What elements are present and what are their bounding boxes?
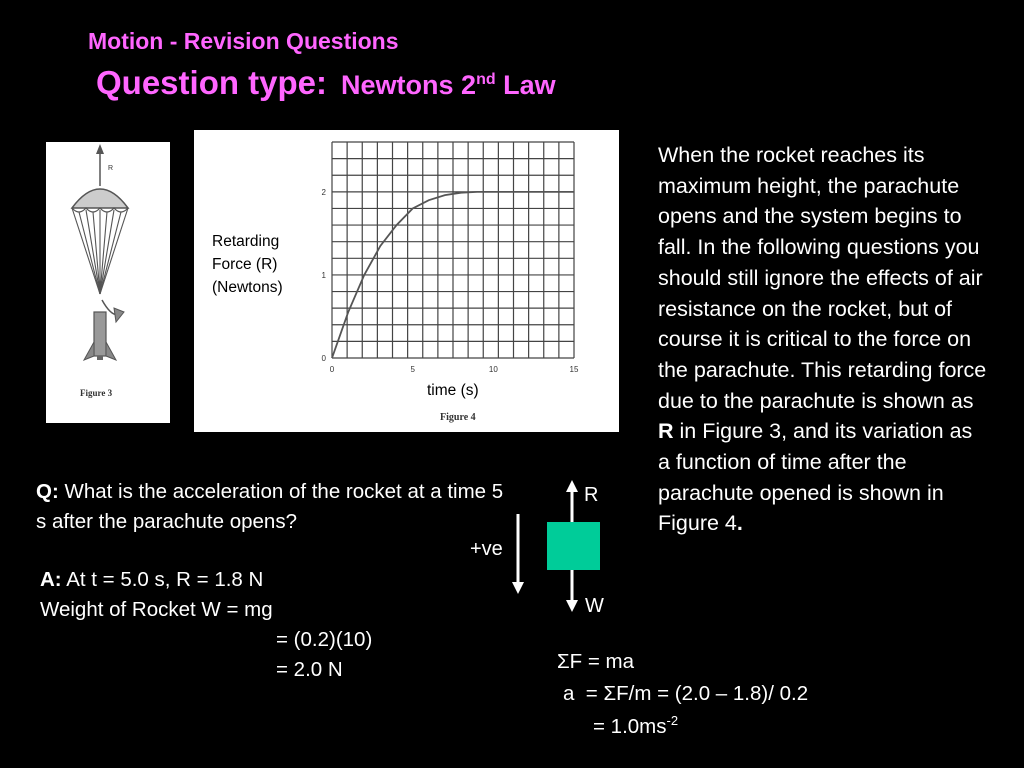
x-tick-label: 0: [329, 365, 335, 374]
slide-subtitle: Motion - Revision Questions: [88, 28, 399, 54]
figure-4-caption: Figure 4: [440, 412, 476, 423]
answer-line-4: = 2.0 N: [276, 658, 343, 681]
positive-direction-arrow-icon: [512, 582, 524, 594]
positive-direction-label: +ve: [470, 538, 503, 560]
context-paragraph: When the rocket reaches its maximum height, the parachute opens and the system begins to fall. In the following questions you should still ignore the effects of air resistance on the rocket, but of course it is critical to the force on the parachute. This retarding force due to the parachute is shown as R in Figure 3, and its variation as a function of time after the parachute opened is shown in Figure 4.: [658, 143, 987, 536]
question-type-label: Question type:: [96, 64, 328, 101]
figure-4-graph: [194, 130, 619, 432]
up-arrow-icon: [566, 480, 578, 492]
slide-title: [96, 64, 556, 102]
rocket-block: [547, 522, 600, 570]
force-r-label: R: [584, 484, 599, 506]
x-tick-label: 5: [410, 365, 415, 374]
figure-3-caption: Figure 3: [80, 388, 113, 398]
y-tick-label: 0: [321, 354, 326, 363]
down-arrow-icon: [566, 600, 578, 612]
x-tick-label: 10: [488, 365, 498, 374]
answer-line-1: A: At t = 5.0 s, R = 1.8 N: [40, 568, 264, 591]
y-axis-label: Retarding Force (R) (Newtons): [212, 233, 283, 296]
topic-title: Newtons 2nd Law: [341, 70, 556, 100]
y-tick-label: 2: [321, 187, 326, 197]
answer-line-2: Weight of Rocket W = mg: [40, 598, 273, 621]
figure-3-parachute: [46, 142, 170, 423]
y-tick-label: 1: [321, 270, 326, 280]
equation-line-3: = $1.0ms^{-2}$: [593, 713, 679, 738]
equation-line-2: a = ΣF/m = (2.0 – 1.8)/ 0.2: [563, 682, 809, 705]
answer-line-3: = (0.2)(10): [276, 628, 373, 651]
equation-line-1: ΣF = ma: [557, 650, 635, 673]
x-axis-label: time (s): [427, 382, 479, 399]
figure-3-force-label: R: [108, 165, 114, 172]
question-text: Q: What is the acceleration of the rocket at a time 5 s after the parachute opens?: [36, 480, 504, 533]
force-w-label: W: [585, 595, 604, 617]
x-tick-label: 15: [569, 365, 579, 374]
